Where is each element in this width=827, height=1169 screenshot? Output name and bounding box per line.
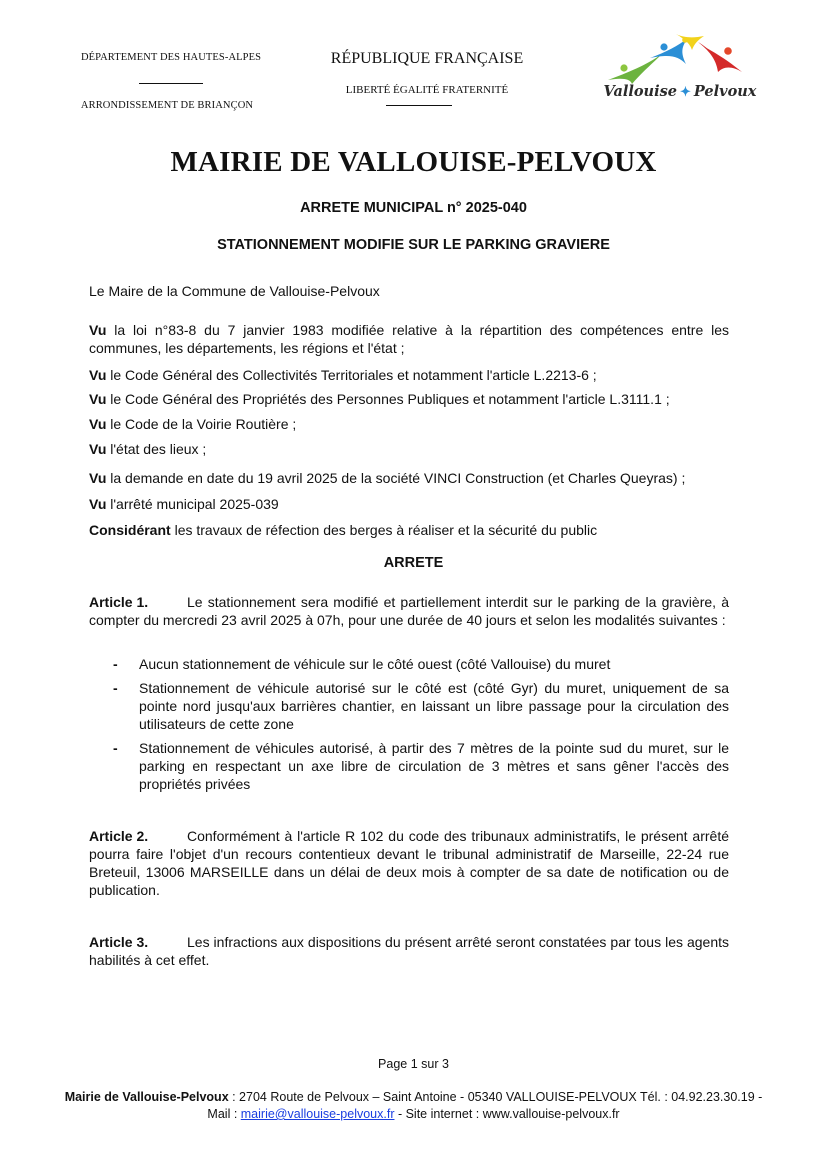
visa-text: le Code Général des Collectivités Territoriales et notamment l'article L.2213-6 ; [106, 367, 597, 383]
visa-keyword: Vu [89, 391, 107, 407]
visa-text: l'arrêté municipal 2025-039 [106, 496, 279, 512]
visa-keyword: Vu [89, 470, 107, 486]
divider [386, 105, 452, 106]
visa-text: le Code de la Voirie Routière ; [106, 416, 297, 432]
list-item [89, 679, 729, 733]
article-label: Article 1. [89, 594, 149, 610]
list-item [89, 739, 729, 793]
decree-subject: STATIONNEMENT MODIFIE SUR LE PARKING GRAVIERE [217, 237, 610, 253]
department-name: DÉPARTEMENT DES HAUTES-ALPES [80, 52, 262, 63]
divider [139, 83, 203, 84]
intro-text: Le Maire de la Commune de Vallouise-Pelvoux [89, 283, 380, 299]
bullet-marker: - [113, 740, 118, 756]
page-title: MAIRIE DE VALLOUISE-PELVOUX [170, 146, 657, 178]
bullet-text: Stationnement de véhicule autorisé sur le côté est (côté Gyr) du muret, uniquement de sa pointe nord jusqu'aux barrières chantier, en laissant un libre passage pour la circulation des utilisateurs de cette zone [139, 680, 729, 732]
visa-keyword: Vu [89, 322, 107, 338]
article-2 [89, 827, 729, 899]
page-indicator: Page 1 sur 3 [378, 1057, 449, 1071]
visa-text: la demande en date du 19 avril 2025 de la société VINCI Construction (et Charles Queyras) ; [106, 470, 686, 486]
visa-item [89, 415, 729, 433]
email-link[interactable]: mairie@vallouise-pelvoux.fr [240, 1107, 395, 1121]
decision-heading: ARRETE [383, 555, 444, 571]
list-item [89, 655, 729, 673]
footer-address: : 2704 Route de Pelvoux – Saint Antoine - 05340 VALLOUISE-PELVOUX Tél. : 04.92.23.30.19 - Mail : [207, 1090, 763, 1121]
decree-number: ARRETE MUNICIPAL n° 2025-040 [300, 200, 527, 216]
article-1-bullets [89, 655, 729, 793]
visa-keyword: Vu [89, 416, 107, 432]
visa-keyword: Vu [89, 441, 107, 457]
visa-item [89, 469, 739, 487]
article-text: Conformément à l'article R 102 du code des tribunaux administratifs, le présent arrêté pourra faire l'objet d'un recours contentieux devant le tribunal administratif de Marseille, 22-24 rue Breteuil, 13006 MARSEILLE dans un délai de deux mois à compter de sa date de notification ou de publication. [89, 828, 729, 898]
bullet-marker: - [113, 680, 118, 696]
visa-text: l'état des lieux ; [106, 441, 207, 457]
footer-website: - Site internet : www.vallouise-pelvoux.fr [394, 1107, 620, 1121]
considerant-item [89, 521, 729, 539]
visa-text: la loi n°83-8 du 7 janvier 1983 modifiée relative à la répartition des compétences entre les communes, les départements, les régions et l'état ; [89, 322, 729, 356]
visa-item [89, 440, 729, 458]
bullet-marker: - [113, 656, 118, 672]
footer-contact [60, 1089, 767, 1123]
bullet-text: Stationnement de véhicules autorisé, à partir des 7 mètres de la pointe sud du muret, sur le parking en respectant un axe libre de circulation de 3 mètres et sans gêner l'accès des propriétés privées [139, 740, 729, 792]
republic-motto: LIBERTÉ ÉGALITÉ FRATERNITÉ [345, 84, 509, 96]
article-1 [89, 593, 729, 629]
visa-item [89, 366, 729, 384]
skier-figure-icon: ✦ [680, 85, 691, 100]
visa-item [89, 495, 729, 513]
arrondissement-name: ARRONDISSEMENT DE BRIANÇON [80, 100, 254, 111]
footer-org-name: Mairie de Vallouise-Pelvoux [64, 1090, 229, 1104]
logo-wordmark [590, 83, 770, 100]
article-3 [89, 933, 729, 969]
visa-keyword: Vu [89, 496, 107, 512]
bullet-text: Aucun stationnement de véhicule sur le côté ouest (côté Vallouise) du muret [139, 656, 611, 672]
article-label: Article 3. [89, 934, 149, 950]
republic-name: RÉPUBLIQUE FRANÇAISE [330, 50, 524, 67]
municipality-logo [590, 28, 770, 114]
visa-item [89, 321, 729, 357]
logo-text-left: Vallouise [603, 83, 677, 100]
people-figures-icon [590, 28, 770, 88]
article-label: Article 2. [89, 828, 149, 844]
article-text: Les infractions aux dispositions du présent arrêté seront constatées par tous les agents habilités à cet effet. [89, 934, 729, 968]
considerant-text: les travaux de réfection des berges à réaliser et la sécurité du public [170, 522, 598, 538]
considerant-keyword: Considérant [89, 522, 171, 538]
visa-text: le Code Général des Propriétés des Personnes Publiques et notamment l'article L.3111.1 ; [106, 391, 670, 407]
visa-item [89, 390, 729, 408]
article-text: Le stationnement sera modifié et partiellement interdit sur le parking de la gravière, à compter du mercredi 23 avril 2025 à 07h, pour une durée de 40 jours et selon les modalités suivantes : [89, 594, 729, 628]
visa-keyword: Vu [89, 367, 107, 383]
logo-text-right: Pelvoux [693, 83, 757, 100]
